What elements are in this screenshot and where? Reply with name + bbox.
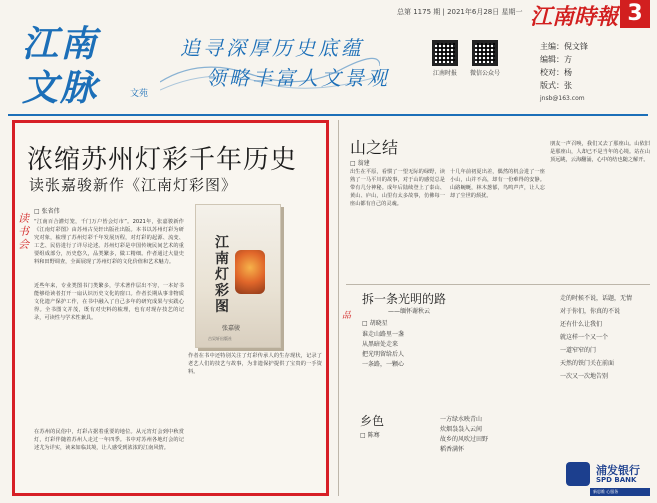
poem-line: 就这样一个又一个 — [560, 334, 609, 341]
poem-line: 故乡的风吹过田野 — [440, 436, 489, 443]
slogan-line2: 领略丰富人文景观 — [206, 66, 390, 90]
right-paragraph-3: 朋友一声召唤，我们又去了那座山。山依旧是那座山，人却已不是当年的心境。站在山顶远眺，云海翻涌，心中的结也随之解开。 — [550, 141, 650, 163]
poem-line: 一次又一次地告别 — [560, 373, 609, 380]
lead-subhead: 读张嘉骏新作《江南灯彩图》 — [29, 176, 238, 194]
lead-paragraph-1: “江南百合灌灯笼，千门万户皆会灯市”。2021年，张嘉骏新作《江南灯彩图》由苏州古吴轩出版社出版。本书以苏州灯彩为研究对象，梳理了苏州灯彩千年发展历程，对灯彩的起源、流变、工艺、民俗进行了详尽论述。苏州灯彩是中国传统民间艺术的重要组成部分，历史悠久，品类繁多，做工精细。作者通过大量史料和田野调查，全面展现了苏州灯彩的文化价值和艺术魅力。 — [34, 219, 184, 265]
poem-line: 一方绿水映青山 — [440, 416, 483, 423]
poem-line: 还有什么让我们 — [560, 321, 603, 328]
contact-info — [540, 40, 588, 92]
email[interactable]: jnsb@163.com — [540, 95, 585, 102]
qr-label: 江南时报 — [432, 70, 457, 77]
poem2-body — [440, 415, 540, 495]
slogan-line1: 追寻深厚历史底蕴 — [180, 36, 364, 60]
poem-line: 炊烟袅袅入云间 — [440, 426, 483, 433]
right-paragraph-2: 十几年前初夏出差，偶然的机会进了一座小山，山并不高，却有一份难得的安静。山路蜿蜒，林木葱郁，鸟鸣声声，让人忘却了尘世的烦扰。 — [450, 169, 545, 199]
issue-info: 总第 1175 期 | 2021年6月28日 星期一 — [397, 8, 523, 16]
divider — [346, 284, 650, 285]
page-number: 3 — [620, 0, 650, 28]
bank-logo-icon[interactable] — [566, 462, 590, 486]
poem-line: 一道窄窄的门 — [560, 347, 597, 354]
poem-body — [362, 330, 432, 390]
poem-subtitle: ——缅怀谢秋云 — [388, 308, 431, 315]
poem2-title[interactable]: 乡色 — [360, 414, 385, 428]
contact-line: 主编：倪文锋 — [540, 42, 588, 51]
poem-author: □ 胡晓星 — [362, 320, 388, 327]
lantern-illustration — [235, 250, 265, 294]
book-title: 江南灯彩图 — [215, 235, 229, 315]
lead-paragraph-2: 近些年来，专业类图书门类繁多，学术著作层出不穷，一本好书能够给读者打开一扇认识历史文化的窗口。作者长期从事非物质文化遗产保护工作，在书中融入了自己多年的研究成果与实践心得。全书图文并茂，既有对史料的梳理，也有对现存技艺的记录，可读性与学术性兼具。 — [34, 283, 184, 321]
poem-title[interactable]: 拆一条光明的路 — [362, 292, 447, 306]
qr-code-icon[interactable] — [432, 40, 458, 66]
lead-paragraph-4: 作者在书中还特别关注了灯彩传承人的生存现状，记录了老艺人们的技艺与故事，为非遗保护提供了宝贵的一手资料。 — [188, 353, 322, 375]
column-divider — [338, 120, 339, 496]
right-paragraph-1: 出生在平原，看惯了一望无际的绿野，读熟了一马平川的故事，对于山的感觉总是带有几分神秘。成年后陆续登上了泰山、黄山、庐山，山里有太多故事，仿佛每一座山都有自己的灵魂。 — [350, 169, 445, 207]
poem-line: 把光明留给后人 — [362, 351, 405, 358]
bank-name[interactable]: 浦发银行 — [596, 464, 640, 477]
poem-line: 稻香满怀 — [440, 446, 465, 453]
poem-line: 走的时候不说，话题，无情 — [560, 295, 633, 302]
right-byline: □ 翁建 — [350, 160, 370, 167]
section-tag: 文苑 — [130, 89, 149, 99]
poem-line: 一条路，一颗心 — [362, 361, 405, 368]
poem-line: 从黑暗处走来 — [362, 341, 399, 348]
paper-logo: 江南時報 — [530, 4, 619, 30]
contact-line: 校对：杨 — [540, 68, 572, 77]
lead-paragraph-3: 在苏州的民俗中，灯彩占据着重要的地位。从元宵灯会到中秋赏灯，灯彩伴随着苏州人走过一年四季。书中对苏州各地灯会的记述尤为详实，读来如临其境，让人感受到浓浓的江南风情。 — [34, 429, 184, 451]
poem-line: 对于你们，你真的不说 — [560, 308, 621, 315]
poem-line: 天然的铁门关在前面 — [560, 360, 615, 367]
divider — [8, 114, 648, 116]
qr-code-icon[interactable] — [472, 40, 498, 66]
section-title-line2: 文脉 — [22, 67, 99, 109]
contact-line: 版式：张 — [540, 81, 572, 90]
bank-name-en: SPD BANK — [596, 476, 637, 484]
section-mark: 品 — [342, 311, 352, 321]
lead-byline: □ 张省伟 — [34, 208, 60, 215]
masthead — [0, 0, 657, 112]
bank-tagline: 新思维 心服务 — [593, 489, 619, 494]
qr-label: 微信公众号 — [470, 70, 501, 77]
section-title-line1: 江南 — [22, 23, 99, 65]
book-publisher: 古吴轩出版社 — [208, 336, 232, 341]
section-mark: 读书会 — [18, 212, 29, 251]
poem-line: 谁走山路里一盏 — [362, 331, 405, 338]
contact-line: 编辑：方 — [540, 55, 572, 64]
right-headline[interactable]: 山之结 — [350, 138, 399, 157]
poem2-author: □ 陈骞 — [360, 432, 380, 439]
lead-headline[interactable]: 浓缩苏州灯彩千年历史 — [27, 145, 298, 175]
side-poem-body — [560, 292, 652, 452]
book-author: 张嘉骏 — [222, 325, 241, 332]
